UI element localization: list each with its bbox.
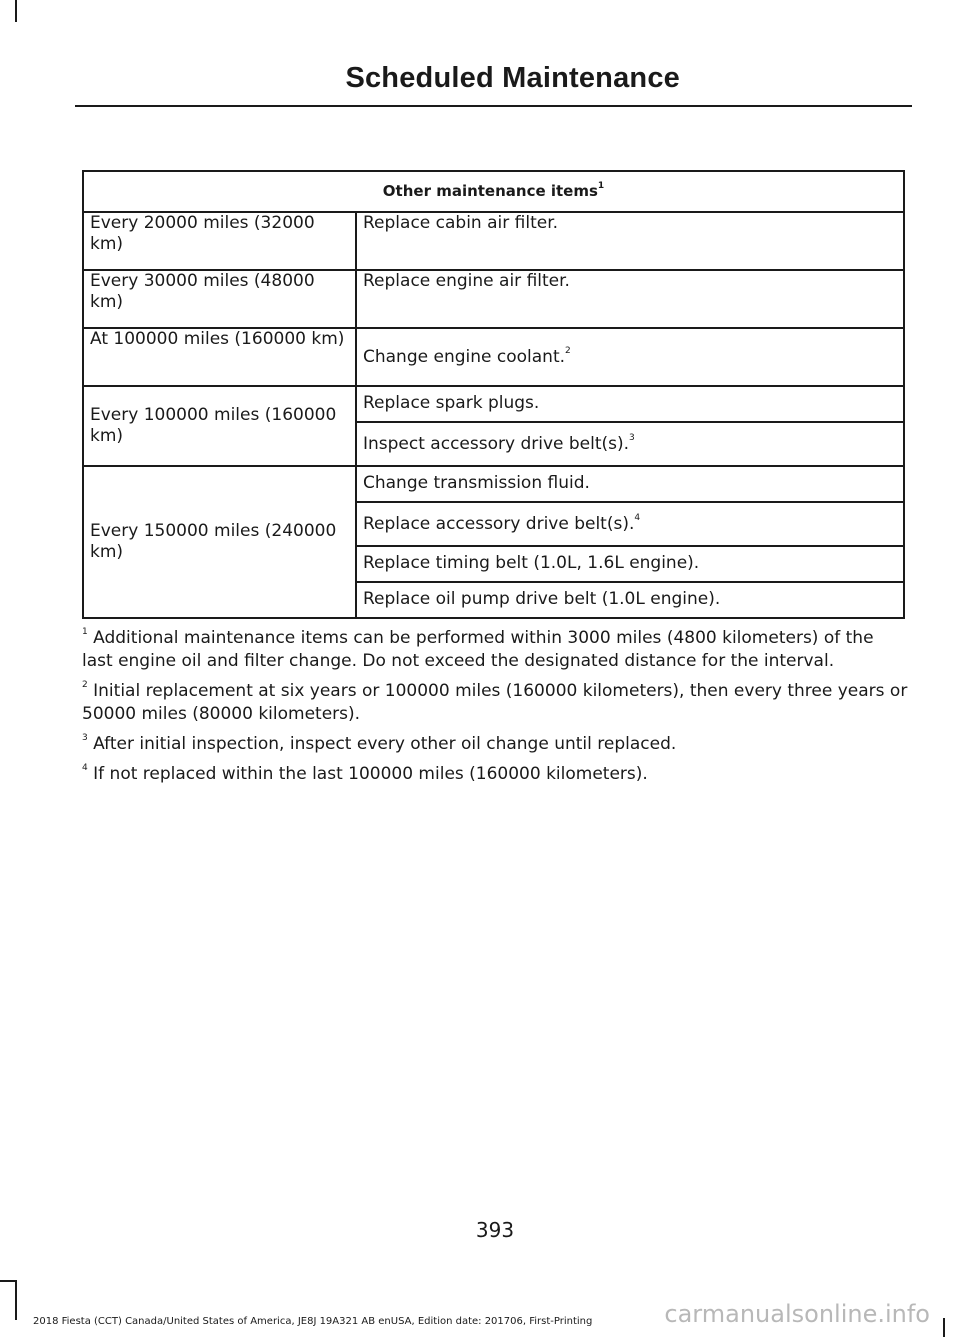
footnote-mark: 2 (82, 680, 88, 691)
interval-cell: Every 150000 miles (240000 km) (83, 466, 356, 618)
footnote (82, 627, 908, 673)
footer-text: 2018 Fiesta (CCT) Canada/United States of America, JE8J 19A321 AB enUSA, Edition date: 201706, First-Printing (33, 1316, 593, 1327)
page-title: Scheduled Maintenance (345, 62, 680, 94)
crop-mark-bottom-right (943, 1318, 945, 1337)
footnote-text: Additional maintenance items can be performed within 3000 miles (4800 kilometers) of the last engine oil and filter change. Do not exceed the designated distance for the interval. (82, 628, 874, 671)
crop-mark-bottom-left-h (0, 1280, 15, 1282)
interval-cell: Every 20000 miles (32000 km) (83, 212, 356, 270)
table-row (83, 270, 904, 328)
table-caption: Other maintenance items$^1$ (83, 171, 904, 212)
footnote (82, 680, 908, 726)
task-cell: Replace spark plugs. (356, 386, 904, 422)
footnote-text: If not replaced within the last 100000 miles (160000 kilometers). (93, 764, 648, 784)
interval-cell: Every 100000 miles (160000 km) (83, 386, 356, 466)
footnote-mark: 1 (82, 627, 88, 638)
task-cell: Replace cabin air filter. (356, 212, 904, 270)
table-row (83, 328, 904, 386)
footnote-mark: 3 (82, 733, 88, 744)
footnote-text: Initial replacement at six years or 100000 miles (160000 kilometers), then every three years or 50000 miles (80000 kilometers). (82, 681, 908, 724)
task-cell: Replace timing belt (1.0L, 1.6L engine). (356, 546, 904, 582)
crop-mark-bottom-left-v (15, 1280, 17, 1320)
footnote-mark: 4 (82, 763, 88, 774)
table-row (83, 386, 904, 422)
task-cell: Replace oil pump drive belt (1.0L engine). (356, 582, 904, 618)
interval-cell: At 100000 miles (160000 km) (83, 328, 356, 386)
task-cell: Replace engine air filter. (356, 270, 904, 328)
page-number: 393 (475, 1218, 515, 1242)
watermark: carmanualsonline.info (664, 1300, 930, 1328)
table-header-row (83, 171, 904, 212)
crop-mark-top-left (15, 0, 17, 22)
table-row (83, 466, 904, 502)
footnote (82, 733, 908, 756)
task-cell: Replace accessory drive belt(s).$^4$ (356, 502, 904, 546)
footnote-ref: 1 (597, 181, 605, 191)
task-cell: Inspect accessory drive belt(s).$^3$ (356, 422, 904, 466)
interval-cell: Every 30000 miles (48000 km) (83, 270, 356, 328)
footnote-text: After initial inspection, inspect every other oil change until replaced. (93, 734, 677, 754)
footnote-ref: 3 (629, 432, 635, 443)
maintenance-table (82, 170, 905, 619)
task-cell: Change transmission fluid. (356, 466, 904, 502)
footnote-ref: 4 (634, 512, 641, 523)
title-rule (75, 105, 912, 107)
footnotes (82, 627, 908, 793)
task-cell: Change engine coolant.$^2$ (356, 328, 904, 386)
footnote-ref: 2 (565, 345, 571, 356)
footnote (82, 763, 908, 786)
table-row (83, 212, 904, 270)
